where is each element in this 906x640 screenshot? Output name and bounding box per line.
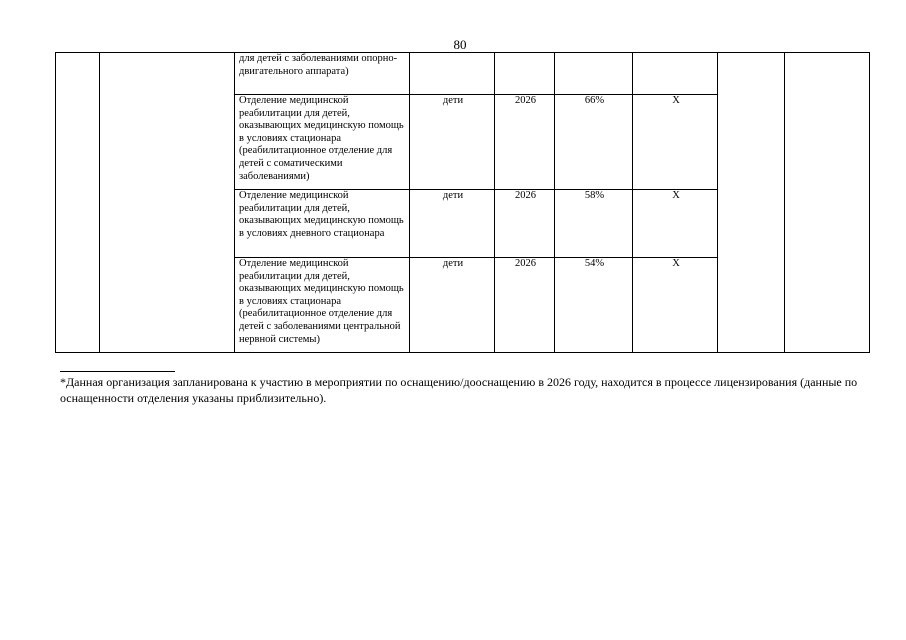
year-cell: 2026 [495, 190, 555, 258]
year-cell: 2026 [495, 95, 555, 190]
group-cell: дети [410, 95, 495, 190]
table-row [56, 53, 870, 95]
department-name-cell: Отделение медицинской реабилитации для детей, оказывающих медицинскую помощь в условиях дневного стационара [235, 190, 410, 258]
table-cell-empty [718, 53, 785, 353]
equipment-table [55, 52, 870, 353]
group-cell: дети [410, 190, 495, 258]
mark-cell: Х [633, 95, 718, 190]
group-cell [410, 53, 495, 95]
mark-cell: Х [633, 190, 718, 258]
table-cell-empty [56, 53, 100, 353]
percent-cell: 58% [555, 190, 633, 258]
mark-cell [633, 53, 718, 95]
department-name-cell: для детей с заболеваниями опорно-двигательного аппарата) [235, 53, 410, 95]
year-cell [495, 53, 555, 95]
department-name-cell: Отделение медицинской реабилитации для детей, оказывающих медицинскую помощь в условиях стационара (реабилитационное отделение для детей с соматическими заболеваниями) [235, 95, 410, 190]
page-number: 80 [453, 37, 467, 52]
percent-cell: 66% [555, 95, 633, 190]
department-name-cell: Отделение медицинской реабилитации для детей, оказывающих медицинскую помощь в условиях стационара (реабилитационное отделение для детей с заболеваниями центральной нервной системы) [235, 258, 410, 353]
percent-cell: 54% [555, 258, 633, 353]
footnote-divider [60, 371, 175, 372]
table-cell-empty [100, 53, 235, 353]
percent-cell [555, 53, 633, 95]
group-cell: дети [410, 258, 495, 353]
footnote: *Данная организация запланирована к участию в мероприятии по оснащению/дооснащению в 2026 году, находится в процессе лицензирования (данные по оснащенности отделения указаны приблизительно). [60, 375, 858, 405]
table-cell-empty [785, 53, 870, 353]
mark-cell: Х [633, 258, 718, 353]
year-cell: 2026 [495, 258, 555, 353]
